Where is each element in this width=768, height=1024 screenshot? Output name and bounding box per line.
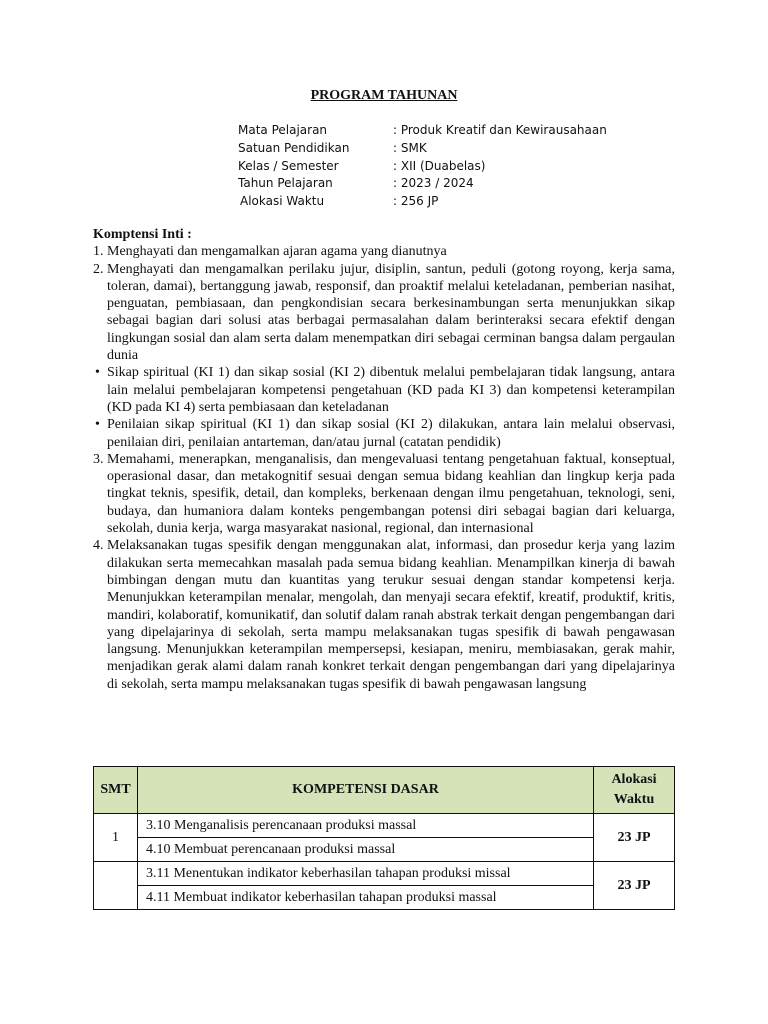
header-alokasi-label: Alokasi Waktu	[611, 772, 657, 807]
kd-cell: 4.10 Membuat perencanaan produksi massal	[138, 838, 594, 862]
kd-cell: 4.11 Membuat indikator keberhasilan tahapan produksi massal	[138, 886, 594, 910]
ki-text: Melaksanakan tugas spesifik dengan menggunakan alat, informasi, dan prosedur kerja yang lazim dilakukan serta memecahkan masalah pada semua bidang keahlian. Menampilkan kinerja di bawah bimbingan dengan mutu dan kuantitas yang terukur sesuai dengan standar kompetensi kerja. Menunjukkan keterampilan menalar, mengolah, dan menyaji secara efektif, kreatif, produktif, kritis, mandiri, kolaboratif, komunikatif, dan solutif dalam ranah abstrak terkait dengan pengembangan dari yang dipelajarinya di sekolah, serta mampu melaksanakan tugas spesifik di bawah pengawasan langsung. Menunjukkan keterampilan mempersepsi, kesiapan, meniru, membiasakan, gerak mahir, menjadikan gerak alami dalam ranah konkret terkait dengan pengembangan dari yang dipelajarinya di sekolah, serta mampu melaksanakan tugas spesifik di bawah pengawasan langsung	[107, 538, 675, 692]
bullet-icon: •	[95, 365, 100, 381]
page-title: PROGRAM TAHUNAN	[310, 88, 458, 103]
identity-block	[238, 122, 607, 211]
table-row	[94, 886, 675, 910]
ki-item	[93, 537, 675, 693]
meta-value: : 256 JP	[393, 194, 439, 209]
meta-value: : SMK	[393, 140, 427, 155]
meta-label: Satuan Pendidikan	[238, 140, 350, 155]
ki-text: Menghayati dan mengamalkan ajaran agama yang dianutnya	[107, 244, 447, 260]
kd-cell: 3.10 Menganalisis perencanaan produksi massal	[138, 814, 594, 838]
ki-text: Menghayati dan mengamalkan perilaku jujur, disiplin, santun, peduli (gotong royong, kerja sama, toleran, damai), bertanggung jawab, responsif, dan proaktif melalui keteladanan, pemberian nasihat, penguatan, pembiasaan, dan pengkondisian secara berkesinambungan serta menunjukkan sikap sebagai bagian dari solusi atas berbagai permasalahan dalam berinteraksi secara efektif dengan lingkungan sosial dan alam serta dalam menempatkan diri sebagai cerminan bangsa dalam pergaulan dunia	[107, 261, 675, 364]
meta-label: Tahun Pelajaran	[238, 176, 333, 191]
kd-cell: 3.11 Menentukan indikator keberhasilan tahapan produksi missal	[138, 862, 594, 886]
ki-heading: Komptensi Inti :	[93, 227, 192, 242]
meta-label: Alokasi Waktu	[240, 194, 325, 209]
ki-item	[93, 261, 675, 365]
meta-label: Kelas / Semester	[238, 158, 339, 173]
header-smt: SMT	[94, 767, 138, 814]
ki-text: Memahami, menerapkan, menganalisis, dan mengevaluasi tentang pengetahuan faktual, konseptual, operasional dasar, dan metakognitif sesuai dengan semua bidang keahlian dan lingkup kerja pada tingkat teknis, spesifik, detail, dan kompleks, berkenaan dengan ilmu pengetahuan, teknologi, seni, budaya, dan humaniora dalam konteks pengembangan potensi diri sebagai bagian dari keluarga, sekolah, dunia kerja, warga masyarakat nasional, regional, dan internasional	[107, 451, 675, 537]
ki-item	[93, 451, 675, 537]
bullet-icon: •	[95, 417, 100, 433]
meta-value: : Produk Kreatif dan Kewirausahaan	[393, 123, 607, 137]
ki-text: Sikap spiritual (KI 1) dan sikap sosial (KI 2) dibentuk melalui pembelajaran tidak langsung, antara lain melalui pembelajaran kompetensi pengetahuan (KD pada KI 3) dan kompetensi keterampilan (KD pada KI 4) serta pembiasaan dan keteladanan	[107, 365, 675, 415]
meta-row-class	[238, 158, 607, 176]
meta-row-school	[238, 140, 607, 158]
list-number: 3.	[93, 451, 104, 467]
alokasi-cell: 23 JP	[594, 862, 675, 910]
table-row	[94, 814, 675, 838]
ki-bullet-item	[93, 416, 675, 451]
competency-table	[93, 766, 675, 910]
header-alokasi	[594, 767, 675, 814]
ki-text: Penilaian sikap spiritual (KI 1) dan sikap sosial (KI 2) dilakukan, antara lain melalui observasi, penilaian diri, penilaian antarteman, dan/atau jurnal (catatan pendidik)	[107, 417, 675, 450]
list-number: 1.	[93, 244, 104, 260]
ki-bullet-item	[93, 364, 675, 416]
alokasi-cell: 23 JP	[594, 814, 675, 862]
meta-value: : 2023 / 2024	[393, 176, 474, 191]
table-header-row	[94, 767, 675, 814]
semester-cell: 1	[94, 814, 138, 862]
core-competencies	[93, 226, 675, 693]
meta-row-year	[238, 175, 607, 193]
meta-row-subject	[238, 122, 607, 140]
meta-row-time	[238, 193, 607, 211]
ki-item	[93, 243, 675, 260]
header-kd: KOMPETENSI DASAR	[138, 767, 594, 814]
meta-value: : XII (Duabelas)	[393, 158, 486, 173]
list-number: 4.	[93, 538, 104, 554]
table-row	[94, 838, 675, 862]
list-number: 2.	[93, 261, 104, 277]
meta-label: Mata Pelajaran	[238, 123, 328, 137]
semester-cell	[94, 862, 138, 910]
table-row	[94, 862, 675, 886]
